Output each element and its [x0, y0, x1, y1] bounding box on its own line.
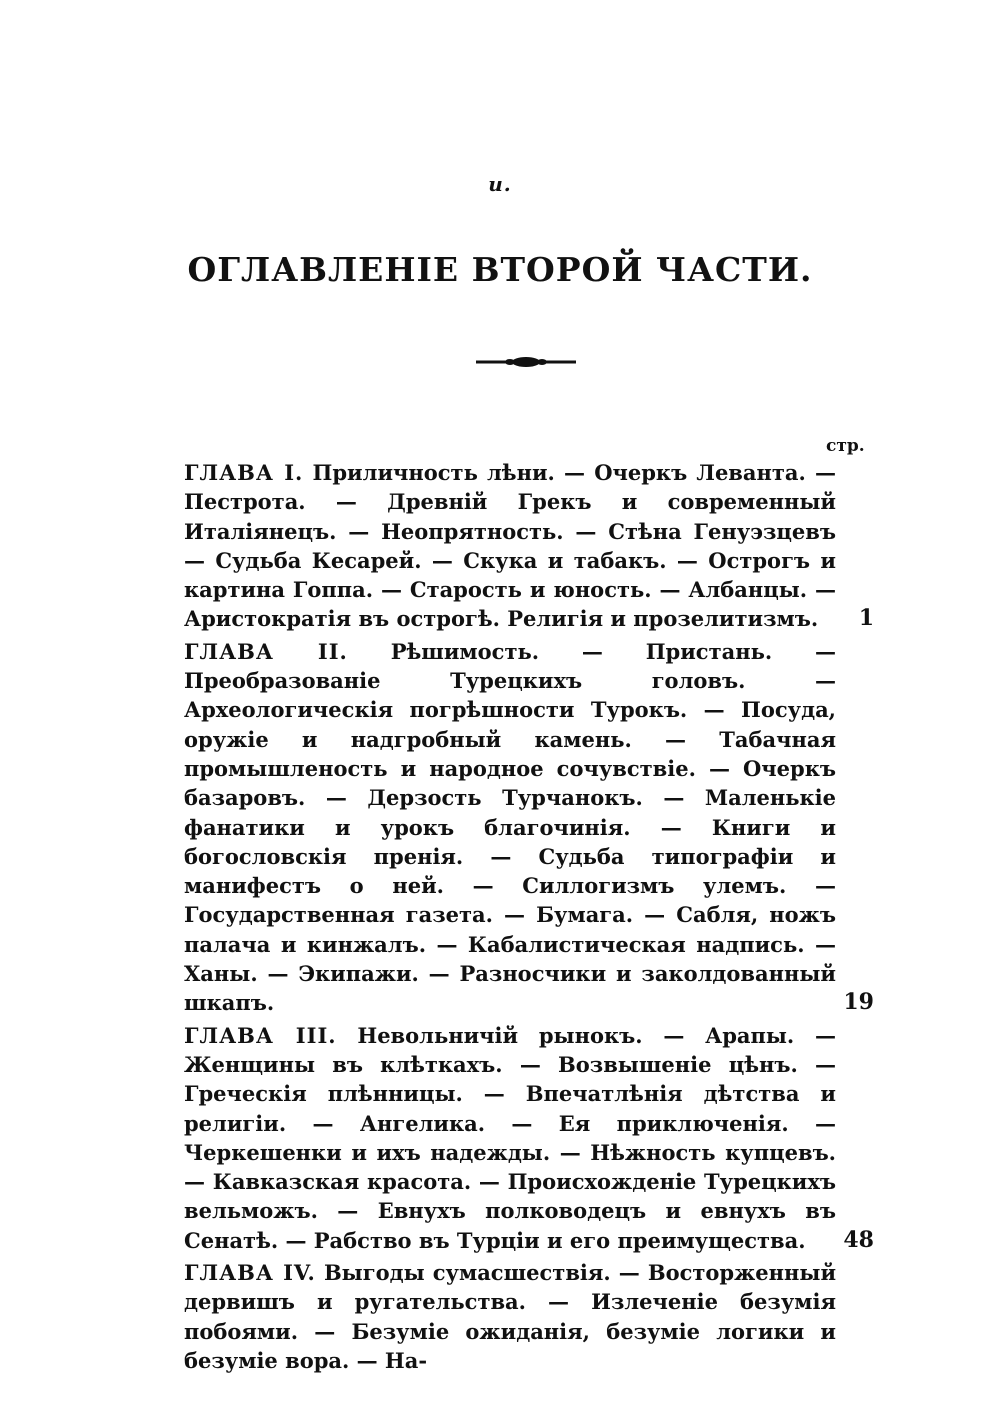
toc-entry-text — [184, 1021, 836, 1255]
toc-entry — [184, 637, 874, 1018]
chapter-summary: Невольничій рынокъ. — Арапы. — Женщины въ клѣткахъ. — Возвышеніе цѣнъ. — Греческія плѣнницы. — Впечатлѣнія дѣтства и религіи. — Ангелика. — Ея приключенія. — Черкешенки и ихъ надежды. — Нѣжность купцевъ. — Кавказская красота. — Происхожденіе Турецкихъ вельможъ. — Евнухъ полководецъ и евнухъ въ Сенатѣ. — Рабство въ Турціи и его преимущества. — [184, 1022, 836, 1253]
toc-entry-text — [184, 637, 836, 1018]
chapter-label: ГЛАВА II. — [184, 638, 348, 664]
toc-entry-text — [184, 1258, 836, 1375]
toc-entry — [184, 1258, 874, 1375]
page-marker: и. — [488, 172, 512, 196]
chapter-summary: Рѣшимость. — Пристань. — Преобразованіе Турецкихъ головъ. — Археологическія погрѣшности Турокъ. — Посуда, оружіе и надгробный камень. — Табачная промышленость и народное сочувствіе. — Очеркъ базаровъ. — Дерзость Турчанокъ. — Маленькіе фанатики и урокъ благочинія. — Книги и богословскія пренія. — Судьба типографіи и манифестъ о ней. — Силлогизмъ улемъ. — Государственная газета. — Бумага. — Сабля, ножъ палача и кинжалъ. — Кабалистическая надпись. — Ханы. — Экипажи. — Разносчики и заколдованный шкапъ. — [184, 638, 837, 1016]
chapter-label: ГЛАВА III. — [184, 1022, 337, 1048]
page-number: 48 — [843, 1226, 874, 1253]
toc-entry — [184, 1021, 874, 1255]
toc-entry-text — [184, 458, 836, 634]
ornament-divider-icon — [474, 352, 578, 372]
page-number: 1 — [858, 605, 874, 632]
toc-entry — [184, 458, 874, 634]
chapter-summary: Выгоды сумасшествія. — Восторженный дервишъ и ругательства. — Излеченіе безумія побоями. — Безуміе ожиданія, безуміе логики и безуміе вора. — На- — [184, 1260, 837, 1373]
page-title: ОГЛАВЛЕНІЕ ВТОРОЙ ЧАСТИ. — [187, 250, 813, 289]
page-number: 19 — [843, 989, 874, 1016]
chapter-label: ГЛАВА IV. — [184, 1260, 316, 1286]
page-column-label: стр. — [826, 436, 865, 456]
table-of-contents — [184, 458, 874, 1378]
chapter-label: ГЛАВА I. — [184, 460, 304, 485]
chapter-summary: Приличность лѣни. — Очеркъ Леванта. — Пестрота. — Древній Грекъ и современный Италіянецъ. — Неопрятность. — Стѣна Генуэзцевъ — Судьба Кесарей. — Скука и табакъ. — Острогъ и картина Гоппа. — Старость и юность. — Албанцы. — Аристократія въ острогѣ. Религія и прозелитизмъ. — [184, 460, 836, 632]
